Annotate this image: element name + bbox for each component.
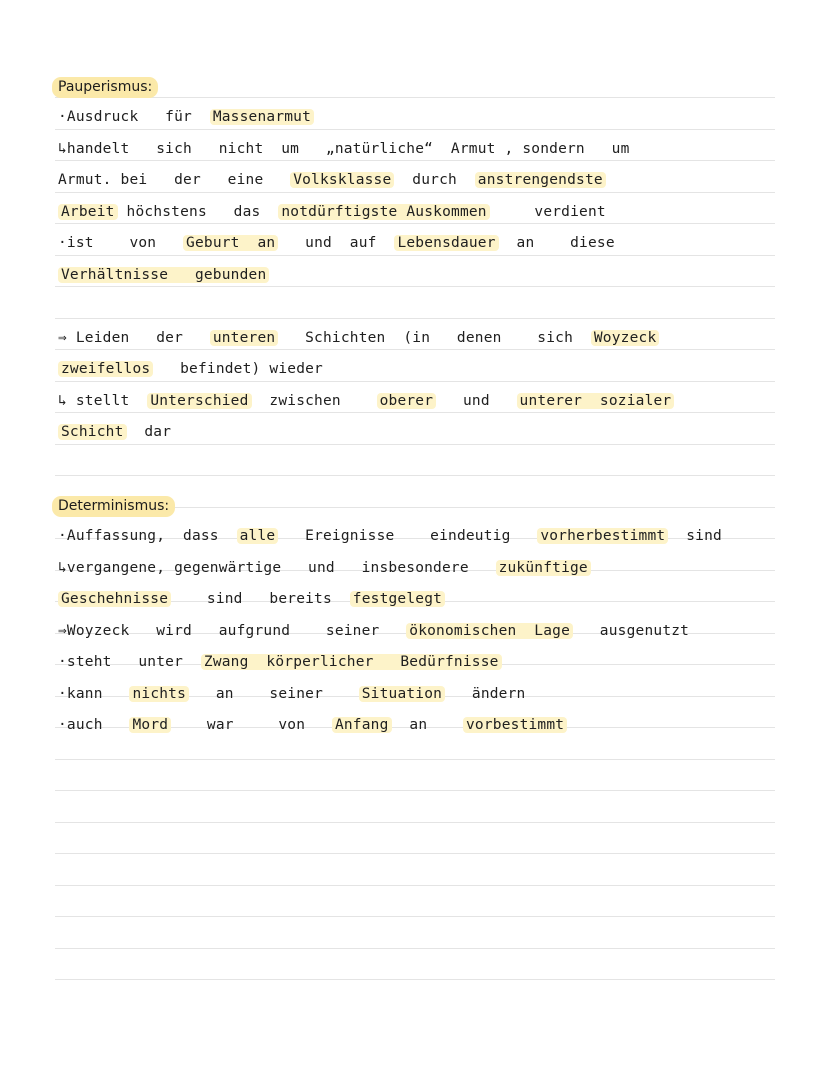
note-text: befindet) wieder bbox=[153, 361, 323, 377]
note-text: ↳ stellt bbox=[58, 392, 148, 409]
note-text: ⇒ Leiden der bbox=[58, 329, 210, 346]
highlighted-text: unteren bbox=[210, 330, 279, 346]
highlighted-text: alle bbox=[237, 528, 279, 544]
ruled-line bbox=[55, 885, 775, 886]
heading-determinismus: Determinismus: bbox=[52, 496, 175, 517]
note-line bbox=[58, 652, 502, 672]
note-line bbox=[58, 328, 659, 348]
note-text: höchstens das bbox=[117, 203, 279, 220]
note-text: dar bbox=[126, 424, 172, 440]
ruled-line bbox=[55, 97, 775, 98]
highlighted-text: Verhältnisse gebunden bbox=[58, 267, 269, 283]
note-text: ·kann bbox=[58, 685, 130, 702]
highlighted-text: Lebensdauer bbox=[394, 235, 498, 251]
note-text: Ereignisse eindeutig bbox=[278, 528, 538, 544]
note-text: an seiner bbox=[189, 685, 359, 702]
note-text: ↳vergangene, gegenwärtige und insbesondere bbox=[58, 559, 496, 576]
highlighted-text: notdürftigste Auskommen bbox=[278, 204, 489, 220]
ruled-line bbox=[55, 255, 775, 256]
note-text: ändern bbox=[445, 685, 526, 702]
note-line bbox=[58, 422, 171, 442]
note-text: ↳handelt sich nicht um „natürliche“ Armut , sondern um bbox=[58, 140, 630, 157]
note-text: ·Ausdruck für bbox=[58, 109, 210, 125]
highlighted-text: Arbeit bbox=[58, 204, 118, 220]
note-line bbox=[58, 359, 323, 379]
highlighted-text: ökonomischen Lage bbox=[406, 623, 573, 639]
ruled-line bbox=[55, 822, 775, 823]
highlighted-text: nichts bbox=[129, 686, 189, 702]
note-text: Schichten (in denen sich bbox=[278, 329, 591, 346]
ruled-line bbox=[55, 948, 775, 949]
note-text: sind bereits bbox=[171, 591, 350, 607]
note-text: und auf bbox=[278, 235, 395, 251]
note-text: ·ist von bbox=[58, 235, 184, 251]
note-text: Armut. bei der eine bbox=[58, 172, 291, 188]
note-line bbox=[58, 107, 314, 127]
ruled-line bbox=[55, 790, 775, 791]
heading-pauperismus: Pauperismus: bbox=[52, 77, 158, 98]
note-line bbox=[58, 621, 689, 641]
note-line bbox=[58, 265, 269, 285]
ruled-line bbox=[55, 979, 775, 980]
note-line bbox=[58, 170, 606, 190]
note-line bbox=[58, 589, 445, 609]
highlighted-text: Anfang bbox=[332, 717, 392, 733]
highlighted-text: zweifellos bbox=[58, 361, 153, 377]
ruled-line bbox=[55, 160, 775, 161]
note-line bbox=[58, 715, 567, 735]
ruled-line bbox=[55, 475, 775, 476]
ruled-line bbox=[55, 318, 775, 319]
ruled-line bbox=[55, 412, 775, 413]
ruled-line bbox=[55, 444, 775, 445]
note-text: war von bbox=[171, 717, 332, 733]
note-line bbox=[58, 202, 606, 222]
ruled-line bbox=[55, 759, 775, 760]
highlighted-text: Geschehnisse bbox=[58, 591, 171, 607]
note-line bbox=[58, 391, 674, 411]
ruled-line bbox=[55, 129, 775, 130]
highlighted-text: zukünftige bbox=[496, 560, 591, 576]
note-line bbox=[58, 526, 722, 546]
highlighted-text: Massenarmut bbox=[210, 109, 314, 125]
highlighted-text: festgelegt bbox=[350, 591, 445, 607]
ruled-line bbox=[55, 853, 775, 854]
note-text: an bbox=[391, 717, 463, 733]
note-text: sind bbox=[668, 528, 722, 544]
highlighted-text: Situation bbox=[359, 686, 445, 702]
ruled-line bbox=[55, 349, 775, 350]
ruled-line bbox=[55, 381, 775, 382]
ruled-line bbox=[55, 192, 775, 193]
highlighted-text: unterer sozialer bbox=[517, 393, 675, 409]
highlighted-text: Volksklasse bbox=[290, 172, 394, 188]
highlighted-text: vorherbestimmt bbox=[537, 528, 668, 544]
note-text: durch bbox=[394, 172, 475, 188]
note-text: und bbox=[436, 392, 517, 409]
ruled-line bbox=[55, 916, 775, 917]
highlighted-text: oberer bbox=[377, 393, 437, 409]
note-text: verdient bbox=[489, 203, 606, 220]
note-line bbox=[58, 558, 591, 578]
note-line bbox=[58, 684, 525, 704]
note-text: an diese bbox=[498, 235, 615, 251]
highlighted-text: Woyzeck bbox=[591, 330, 660, 346]
note-text: zwischen bbox=[251, 392, 377, 409]
highlighted-text: anstrengendste bbox=[475, 172, 606, 188]
note-text: ausgenutzt bbox=[573, 622, 690, 639]
note-text: ·auch bbox=[58, 717, 130, 733]
ruled-line bbox=[55, 286, 775, 287]
note-line bbox=[58, 139, 630, 159]
highlighted-text: Mord bbox=[129, 717, 171, 733]
note-text: ·Auffassung, dass bbox=[58, 528, 237, 544]
note-text: ⇒Woyzeck wird aufgrund seiner bbox=[58, 622, 407, 639]
highlighted-text: Geburt an bbox=[183, 235, 278, 251]
highlighted-text: Unterschied bbox=[147, 393, 251, 409]
ruled-line bbox=[55, 223, 775, 224]
highlighted-text: vorbestimmt bbox=[463, 717, 567, 733]
note-text: ·steht unter bbox=[58, 654, 201, 670]
note-line bbox=[58, 233, 615, 253]
highlighted-text: Zwang körperlicher Bedürfnisse bbox=[201, 654, 502, 670]
highlighted-text: Schicht bbox=[58, 424, 127, 440]
